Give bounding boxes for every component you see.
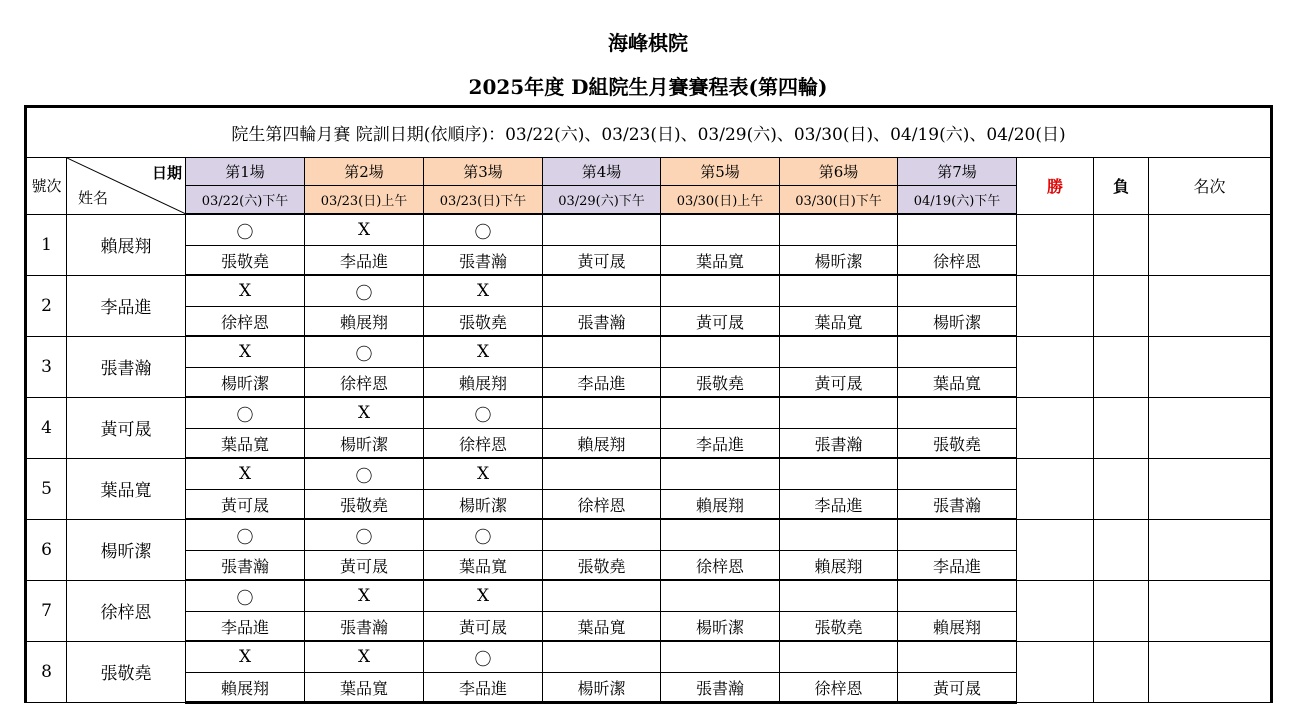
- opponent-cell: 張書瀚: [543, 307, 661, 337]
- opponent-cell: 張敬堯: [305, 490, 424, 520]
- round-date-7: 04/19(六)下午: [898, 186, 1017, 215]
- opponent-cell: 張書瀚: [186, 551, 305, 581]
- wins-cell: [1017, 336, 1094, 397]
- opponent-cell: 楊昕潔: [305, 429, 424, 459]
- wins-cell: [1017, 641, 1094, 703]
- result-cell: [898, 214, 1017, 246]
- opponent-cell: 楊昕潔: [661, 612, 780, 642]
- player-number: 1: [26, 214, 67, 275]
- result-cell: 〇: [186, 580, 305, 612]
- result-cell: [898, 580, 1017, 612]
- result-cell: [661, 214, 780, 246]
- opponent-cell: 賴展翔: [424, 368, 543, 398]
- losses-cell: [1094, 275, 1149, 336]
- player-name: 黃可晟: [67, 397, 186, 458]
- player-name: 李品進: [67, 275, 186, 336]
- result-cell: 〇: [305, 519, 424, 551]
- opponent-cell: 葉品寬: [543, 612, 661, 642]
- result-cell: [661, 580, 780, 612]
- player-number: 6: [26, 519, 67, 580]
- round-header-1: 第1場: [186, 158, 305, 186]
- result-cell: X: [186, 641, 305, 673]
- result-cell: [661, 458, 780, 490]
- opponent-cell: 張書瀚: [305, 612, 424, 642]
- round-header-4: 第4場: [543, 158, 661, 186]
- wins-cell: [1017, 580, 1094, 641]
- opponent-cell: 徐梓恩: [661, 551, 780, 581]
- result-cell: [543, 214, 661, 246]
- result-cell: [780, 397, 898, 429]
- round-date-6: 03/30(日)下午: [780, 186, 898, 215]
- opponent-cell: 李品進: [898, 551, 1017, 581]
- training-dates-banner: 院生第四輪月賽 院訓日期(依順序)：03/22(六)、03/23(日)、03/29(六)、03/30(日)、04/19(六)、04/20(日): [26, 107, 1272, 158]
- opponent-cell: 徐梓恩: [186, 307, 305, 337]
- result-cell: 〇: [186, 397, 305, 429]
- opponent-cell: 葉品寬: [424, 551, 543, 581]
- result-cell: [898, 641, 1017, 673]
- result-cell: [898, 519, 1017, 551]
- result-cell: 〇: [186, 214, 305, 246]
- opponent-cell: 黃可晟: [305, 551, 424, 581]
- result-cell: 〇: [424, 397, 543, 429]
- player-number: 4: [26, 397, 67, 458]
- result-cell: [780, 580, 898, 612]
- opponent-cell: 張敬堯: [898, 429, 1017, 459]
- opponent-cell: 徐梓恩: [780, 673, 898, 703]
- player-result-row: [26, 580, 1272, 612]
- result-cell: [898, 275, 1017, 307]
- opponent-cell: 黃可晟: [898, 673, 1017, 703]
- opponent-cell: 葉品寬: [305, 673, 424, 703]
- opponent-cell: 賴展翔: [661, 490, 780, 520]
- opponent-cell: 張敬堯: [186, 246, 305, 276]
- org-title: 海峰棋院: [608, 31, 688, 55]
- result-cell: [780, 336, 898, 368]
- rank-cell: [1149, 275, 1272, 336]
- opponent-cell: 李品進: [186, 612, 305, 642]
- round-header-7: 第7場: [898, 158, 1017, 186]
- result-cell: X: [305, 214, 424, 246]
- opponent-cell: 賴展翔: [186, 673, 305, 703]
- result-cell: 〇: [186, 519, 305, 551]
- player-number: 2: [26, 275, 67, 336]
- opponent-cell: 葉品寬: [186, 429, 305, 459]
- rank-cell: [1149, 641, 1272, 703]
- opponent-cell: 張敬堯: [543, 551, 661, 581]
- player-result-row: [26, 641, 1272, 673]
- result-cell: [543, 275, 661, 307]
- player-result-row: [26, 214, 1272, 246]
- player-result-row: [26, 458, 1272, 490]
- round-date-1: 03/22(六)下午: [186, 186, 305, 215]
- opponent-cell: 張敬堯: [661, 368, 780, 398]
- opponent-cell: 葉品寬: [780, 307, 898, 337]
- player-name: 楊昕潔: [67, 519, 186, 580]
- player-number: 3: [26, 336, 67, 397]
- result-cell: X: [186, 336, 305, 368]
- result-cell: 〇: [305, 458, 424, 490]
- rank-cell: [1149, 580, 1272, 641]
- opponent-cell: 賴展翔: [898, 612, 1017, 642]
- name-header-label: 姓名: [78, 188, 109, 207]
- result-cell: [780, 214, 898, 246]
- opponent-cell: 李品進: [780, 490, 898, 520]
- wins-cell: [1017, 397, 1094, 458]
- player-name: 張書瀚: [67, 336, 186, 397]
- result-cell: [898, 458, 1017, 490]
- rank-column-header: 名次: [1149, 158, 1272, 215]
- opponent-cell: 黃可晟: [780, 368, 898, 398]
- player-result-row: [26, 275, 1272, 307]
- opponent-cell: 賴展翔: [305, 307, 424, 337]
- result-cell: [661, 519, 780, 551]
- opponent-cell: 葉品寬: [661, 246, 780, 276]
- opponent-cell: 李品進: [543, 368, 661, 398]
- result-cell: 〇: [305, 275, 424, 307]
- result-cell: X: [305, 580, 424, 612]
- round-header-5: 第5場: [661, 158, 780, 186]
- result-cell: X: [186, 275, 305, 307]
- opponent-cell: 徐梓恩: [543, 490, 661, 520]
- date-header-label: 日期: [151, 164, 182, 182]
- player-number: 5: [26, 458, 67, 519]
- rank-cell: [1149, 519, 1272, 580]
- result-cell: [543, 397, 661, 429]
- rank-cell: [1149, 458, 1272, 519]
- opponent-cell: 楊昕潔: [424, 490, 543, 520]
- round-header-6: 第6場: [780, 158, 898, 186]
- result-cell: [661, 336, 780, 368]
- player-result-row: [26, 336, 1272, 368]
- round-date-2: 03/23(日)上午: [305, 186, 424, 215]
- player-number: 8: [26, 641, 67, 703]
- schedule-title: 2025年度 D組院生月賽賽程表(第四輪): [468, 75, 828, 99]
- losses-cell: [1094, 641, 1149, 703]
- opponent-cell: 葉品寬: [898, 368, 1017, 398]
- round-date-5: 03/30(日)上午: [661, 186, 780, 215]
- player-result-row: [26, 397, 1272, 429]
- opponent-cell: 徐梓恩: [305, 368, 424, 398]
- opponent-cell: 黃可晟: [543, 246, 661, 276]
- result-cell: X: [186, 458, 305, 490]
- opponent-cell: 楊昕潔: [186, 368, 305, 398]
- opponent-cell: 張書瀚: [424, 246, 543, 276]
- result-cell: 〇: [424, 519, 543, 551]
- losses-column-header: 負: [1094, 158, 1149, 215]
- opponent-cell: 黃可晟: [186, 490, 305, 520]
- wins-cell: [1017, 214, 1094, 275]
- result-cell: X: [305, 397, 424, 429]
- result-cell: 〇: [424, 214, 543, 246]
- opponent-cell: 賴展翔: [780, 551, 898, 581]
- result-cell: [780, 519, 898, 551]
- result-cell: 〇: [305, 336, 424, 368]
- opponent-cell: 張敬堯: [424, 307, 543, 337]
- result-cell: [543, 336, 661, 368]
- date-name-diagonal-header: [67, 158, 186, 215]
- result-cell: [780, 275, 898, 307]
- opponent-cell: 賴展翔: [543, 429, 661, 459]
- rank-cell: [1149, 336, 1272, 397]
- losses-cell: [1094, 519, 1149, 580]
- opponent-cell: 徐梓恩: [898, 246, 1017, 276]
- losses-cell: [1094, 397, 1149, 458]
- result-cell: X: [424, 580, 543, 612]
- round-date-3: 03/23(日)下午: [424, 186, 543, 215]
- opponent-cell: 楊昕潔: [780, 246, 898, 276]
- opponent-cell: 黃可晟: [424, 612, 543, 642]
- opponent-cell: 李品進: [424, 673, 543, 703]
- player-number: 7: [26, 580, 67, 641]
- losses-cell: [1094, 214, 1149, 275]
- round-header-2: 第2場: [305, 158, 424, 186]
- result-cell: [661, 641, 780, 673]
- result-cell: X: [305, 641, 424, 673]
- result-cell: [543, 580, 661, 612]
- wins-cell: [1017, 458, 1094, 519]
- result-cell: X: [424, 275, 543, 307]
- result-cell: 〇: [424, 641, 543, 673]
- result-cell: [661, 275, 780, 307]
- result-cell: [543, 641, 661, 673]
- result-cell: [898, 336, 1017, 368]
- number-column-header: 號次: [26, 158, 67, 215]
- player-name: 賴展翔: [67, 214, 186, 275]
- result-cell: X: [424, 336, 543, 368]
- opponent-cell: 張書瀚: [661, 673, 780, 703]
- opponent-cell: 張敬堯: [780, 612, 898, 642]
- result-cell: [543, 458, 661, 490]
- opponent-cell: 徐梓恩: [424, 429, 543, 459]
- opponent-cell: 楊昕潔: [898, 307, 1017, 337]
- result-cell: [898, 397, 1017, 429]
- schedule-table: [24, 105, 1273, 704]
- losses-cell: [1094, 580, 1149, 641]
- wins-column-header: 勝: [1017, 158, 1094, 215]
- result-cell: [780, 458, 898, 490]
- rank-cell: [1149, 214, 1272, 275]
- opponent-cell: 李品進: [661, 429, 780, 459]
- opponent-cell: 張書瀚: [780, 429, 898, 459]
- wins-cell: [1017, 519, 1094, 580]
- result-cell: [780, 641, 898, 673]
- round-header-3: 第3場: [424, 158, 543, 186]
- result-cell: X: [424, 458, 543, 490]
- opponent-cell: 李品進: [305, 246, 424, 276]
- losses-cell: [1094, 458, 1149, 519]
- player-name: 張敬堯: [67, 641, 186, 703]
- player-name: 徐梓恩: [67, 580, 186, 641]
- round-date-4: 03/29(六)下午: [543, 186, 661, 215]
- wins-cell: [1017, 275, 1094, 336]
- opponent-cell: 黃可晟: [661, 307, 780, 337]
- opponent-cell: 張書瀚: [898, 490, 1017, 520]
- opponent-cell: 楊昕潔: [543, 673, 661, 703]
- result-cell: [543, 519, 661, 551]
- result-cell: [661, 397, 780, 429]
- player-result-row: [26, 519, 1272, 551]
- rank-cell: [1149, 397, 1272, 458]
- losses-cell: [1094, 336, 1149, 397]
- player-name: 葉品寬: [67, 458, 186, 519]
